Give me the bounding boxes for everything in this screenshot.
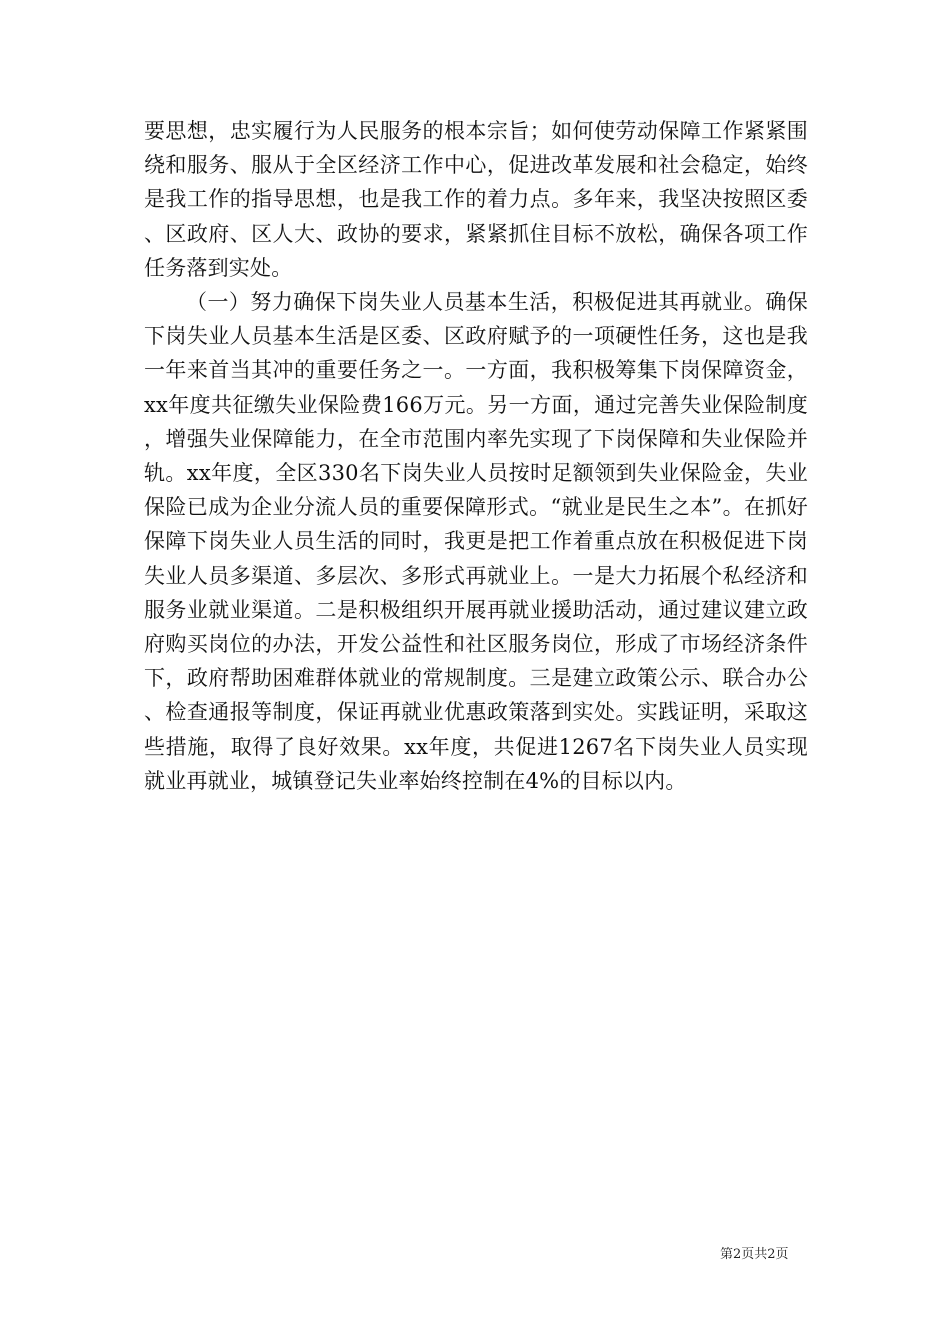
page-number: 第2页共2页 xyxy=(720,1247,789,1262)
document-body xyxy=(144,114,808,798)
paragraph-section-one: （一）努力确保下岗失业人员基本生活，积极促进其再就业。确保下岗失业人员基本生活是区委、区政府赋予的一项硬性任务，这也是我一年来首当其冲的重要任务之一。一方面，我积极筹集下岗保障资金，xx年度共征缴失业保险费166万元。另一方面，通过完善失业保险制度，增强失业保障能力，在全市范围内率先实现了下岗保障和失业保险并轨。xx年度，全区330名下岗失业人员按时足额领到失业保险金，失业保险已成为企业分流人员的重要保障形式。“就业是民生之本”。在抓好保障下岗失业人员生活的同时，我更是把工作着重点放在积极促进下岗失业人员多渠道、多层次、多形式再就业上。一是大力拓展个私经济和服务业就业渠道。二是积极组织开展再就业援助活动，通过建议建立政府购买岗位的办法，开发公益性和社区服务岗位，形成了市场经济条件下，政府帮助困难群体就业的常规制度。三是建立政策公示、联合办公、检查通报等制度，保证再就业优惠政策落到实处。实践证明，采取这些措施，取得了良好效果。xx年度，共促进1267名下岗失业人员实现就业再就业，城镇登记失业率始终控制在4%的目标以内。 xyxy=(144,290,808,793)
paragraph-continuation: 要思想，忠实履行为人民服务的根本宗旨；如何使劳动保障工作紧紧围绕和服务、服从于全区经济工作中心，促进改革发展和社会稳定，始终是我工作的指导思想，也是我工作的着力点。多年来，我坚决按照区委、区政府、区人大、政协的要求，紧紧抓住目标不放松，确保各项工作任务落到实处。 xyxy=(144,119,808,280)
